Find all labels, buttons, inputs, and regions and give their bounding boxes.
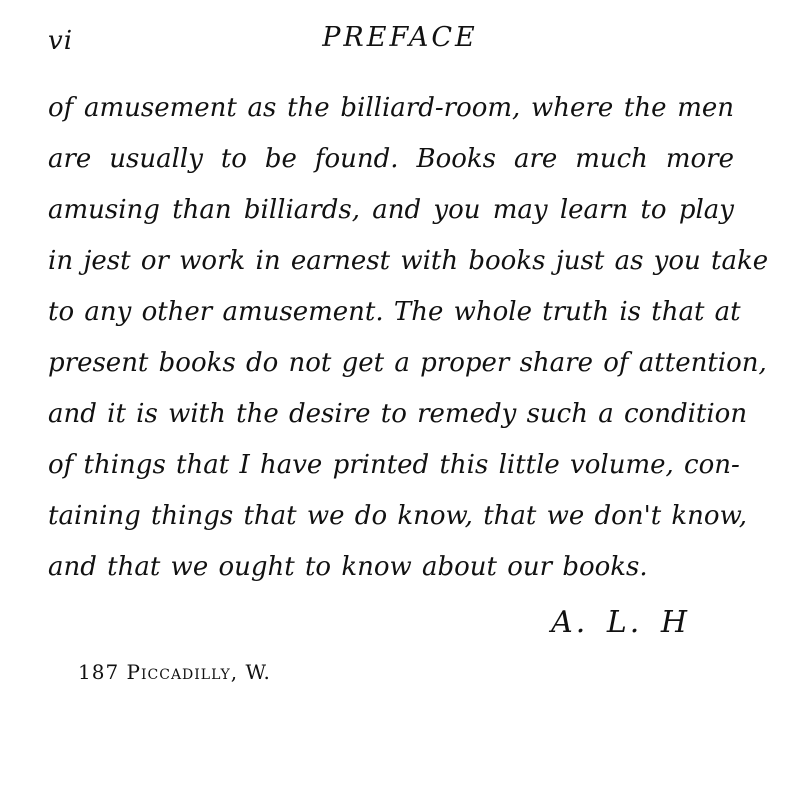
text-line: amusing than billiards, and you may learn to play xyxy=(48,195,734,225)
text-line: and it is with the desire to remedy such a condition xyxy=(48,399,748,429)
text-line: taining things that we do know, that we don't know, xyxy=(48,501,748,531)
preface-body-text xyxy=(48,88,769,598)
text-line: in jest or work in earnest with books just as you take xyxy=(48,246,769,276)
text-line: of amusement as the billiard-room, where the men xyxy=(48,93,734,123)
text-line-last: and that we ought to know about our books. xyxy=(48,552,648,582)
text-line: of things that I have printed this little volume, con- xyxy=(48,450,740,480)
publisher-address: 187 Piccadilly, W. xyxy=(78,660,271,684)
text-line: to any other amusement. The whole truth is that at xyxy=(48,297,741,327)
text-line: present books do not get a proper share of attention, xyxy=(48,348,767,378)
page-number: vi xyxy=(48,26,74,56)
author-signature-initials: A. L. H xyxy=(551,605,690,640)
running-head-title: PREFACE xyxy=(322,22,478,53)
text-line: are usually to be found. Books are much more xyxy=(48,144,734,174)
